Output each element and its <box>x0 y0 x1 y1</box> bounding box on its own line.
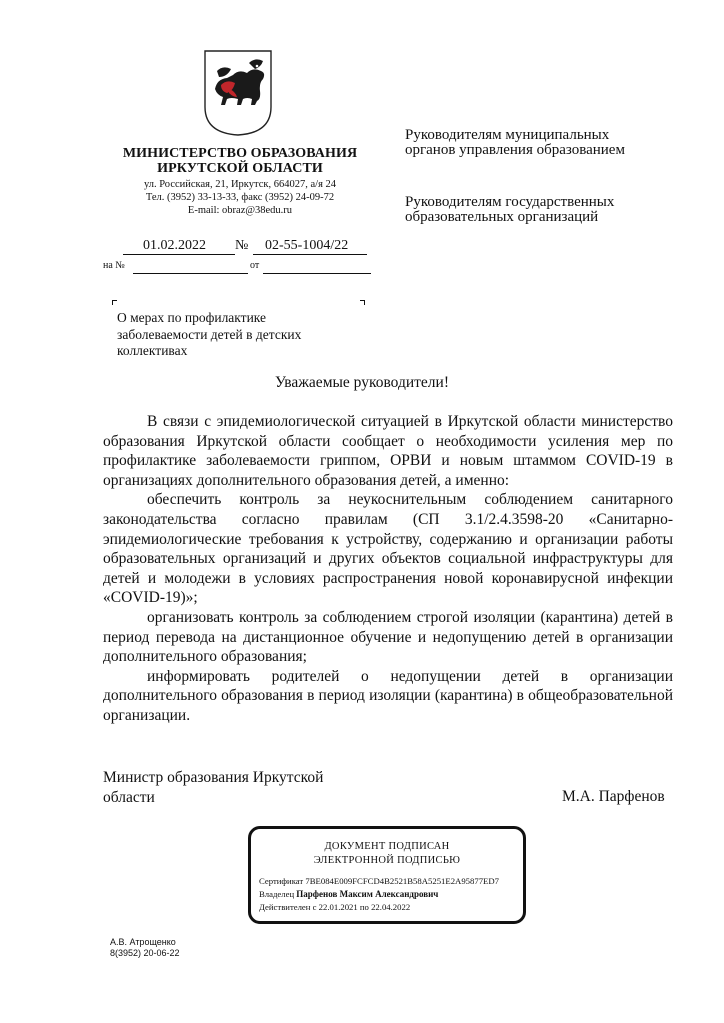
ministry-header <box>110 146 370 217</box>
ministry-email: E-mail: obraz@38edu.ru <box>187 205 293 216</box>
valid-to-label: по <box>359 902 369 912</box>
recipient-state <box>405 195 705 225</box>
ministry-phone: Тел. (3952) 33-13-33, факс (3952) 24-09-72 <box>145 192 335 203</box>
coat-of-arms-icon <box>203 49 273 137</box>
date-underline <box>123 254 235 255</box>
registration-number: 02-55-1004/22 <box>265 238 349 253</box>
ministry-address: ул. Российская, 21, Иркутск, 664027, а/я 24 <box>143 179 337 190</box>
body-paragraph: В связи с эпидемиологической ситуацией в Иркутской области министерство образования Иркутской области сообщает о необходимости усиления мер по профилактике заболеваемости гриппом, ОРВИ и новым штаммом COVID-19 в организациях дополнительного образования детей, а именно: <box>103 413 673 489</box>
electronic-signature-stamp <box>248 826 526 924</box>
registration-date: 01.02.2022 <box>143 238 206 253</box>
signatory-position <box>103 768 323 808</box>
certificate-label: Сертификат <box>259 876 304 886</box>
recipient-line: Руководителям муниципальных <box>405 127 610 143</box>
stamp-owner-row <box>259 889 438 899</box>
reference-label: на № <box>103 260 125 271</box>
subject-bracket-left <box>112 300 117 305</box>
letter-body <box>103 412 673 726</box>
valid-label: Действителен с <box>259 902 317 912</box>
subject-line: заболеваемости детей в детских <box>117 326 302 342</box>
signatory-name: М.А. Парфенов <box>562 788 665 805</box>
body-paragraph: информировать родителей о недопущении детей в организации дополнительного образования в период изоляции (карантина) в общеобразовательной организации. <box>103 667 673 724</box>
position-line: области <box>103 789 155 806</box>
valid-to: 22.04.2022 <box>371 902 411 912</box>
executor-info <box>110 937 180 959</box>
executor-phone: 8(3952) 20-06-22 <box>110 948 180 958</box>
ministry-name-line2: ИРКУТСКОЙ ОБЛАСТИ <box>157 161 323 176</box>
registration-number-label: № <box>235 238 249 253</box>
letter-subject <box>117 310 367 360</box>
subject-bracket-right <box>360 300 365 305</box>
subject-line: О мерах по профилактике <box>117 310 267 325</box>
recipient-line: образовательных организаций <box>405 209 599 225</box>
stamp-title-line: ДОКУМЕНТ ПОДПИСАН <box>324 841 450 852</box>
reference-from-label: от <box>250 260 260 271</box>
subject-line: коллективах <box>117 343 188 358</box>
recipient-line: Руководителям государственных <box>405 194 615 210</box>
reference-number-underline <box>133 273 248 274</box>
stamp-title-line: ЭЛЕКТРОННОЙ ПОДПИСЬЮ <box>313 855 461 866</box>
executor-name: А.В. Атрощенко <box>110 937 176 947</box>
stamp-validity-row <box>259 902 410 912</box>
ministry-name-line1: МИНИСТЕРСТВО ОБРАЗОВАНИЯ <box>122 146 358 161</box>
owner-label: Владелец <box>259 889 295 899</box>
position-line: Министр образования Иркутской <box>103 769 324 786</box>
valid-from: 22.01.2021 <box>318 902 358 912</box>
body-paragraph: организовать контроль за соблюдением строгой изоляции (карантина) детей в период перевода на дистанционное обучение и недопущению детей в организации дополнительного образования; <box>103 608 673 666</box>
stamp-certificate-row <box>259 876 499 886</box>
certificate-value: 7BE084E009FCFCD4B2521B58A5251E2A95877ED7 <box>305 876 499 886</box>
recipient-municipal <box>405 128 705 158</box>
greeting: Уважаемые руководители! <box>275 374 449 391</box>
stamp-title <box>251 840 523 868</box>
number-underline <box>253 254 367 255</box>
recipient-line: органов управления образованием <box>405 142 625 158</box>
reference-date-underline <box>263 273 371 274</box>
body-paragraph: обеспечить контроль за неукоснительным соблюдением санитарного законодательства согласно правилам (СП 3.1/2.4.3598-20 «Санитарно-эпидемиологические требования к устройству, содержанию и организации работы образовательных организаций и других объектов социальной инфраструктуры для детей и молодежи в условиях распространения новой коронавирусной инфекции «COVID-19)»; <box>103 491 673 607</box>
owner-value: Парфенов Максим Александрович <box>296 889 439 899</box>
